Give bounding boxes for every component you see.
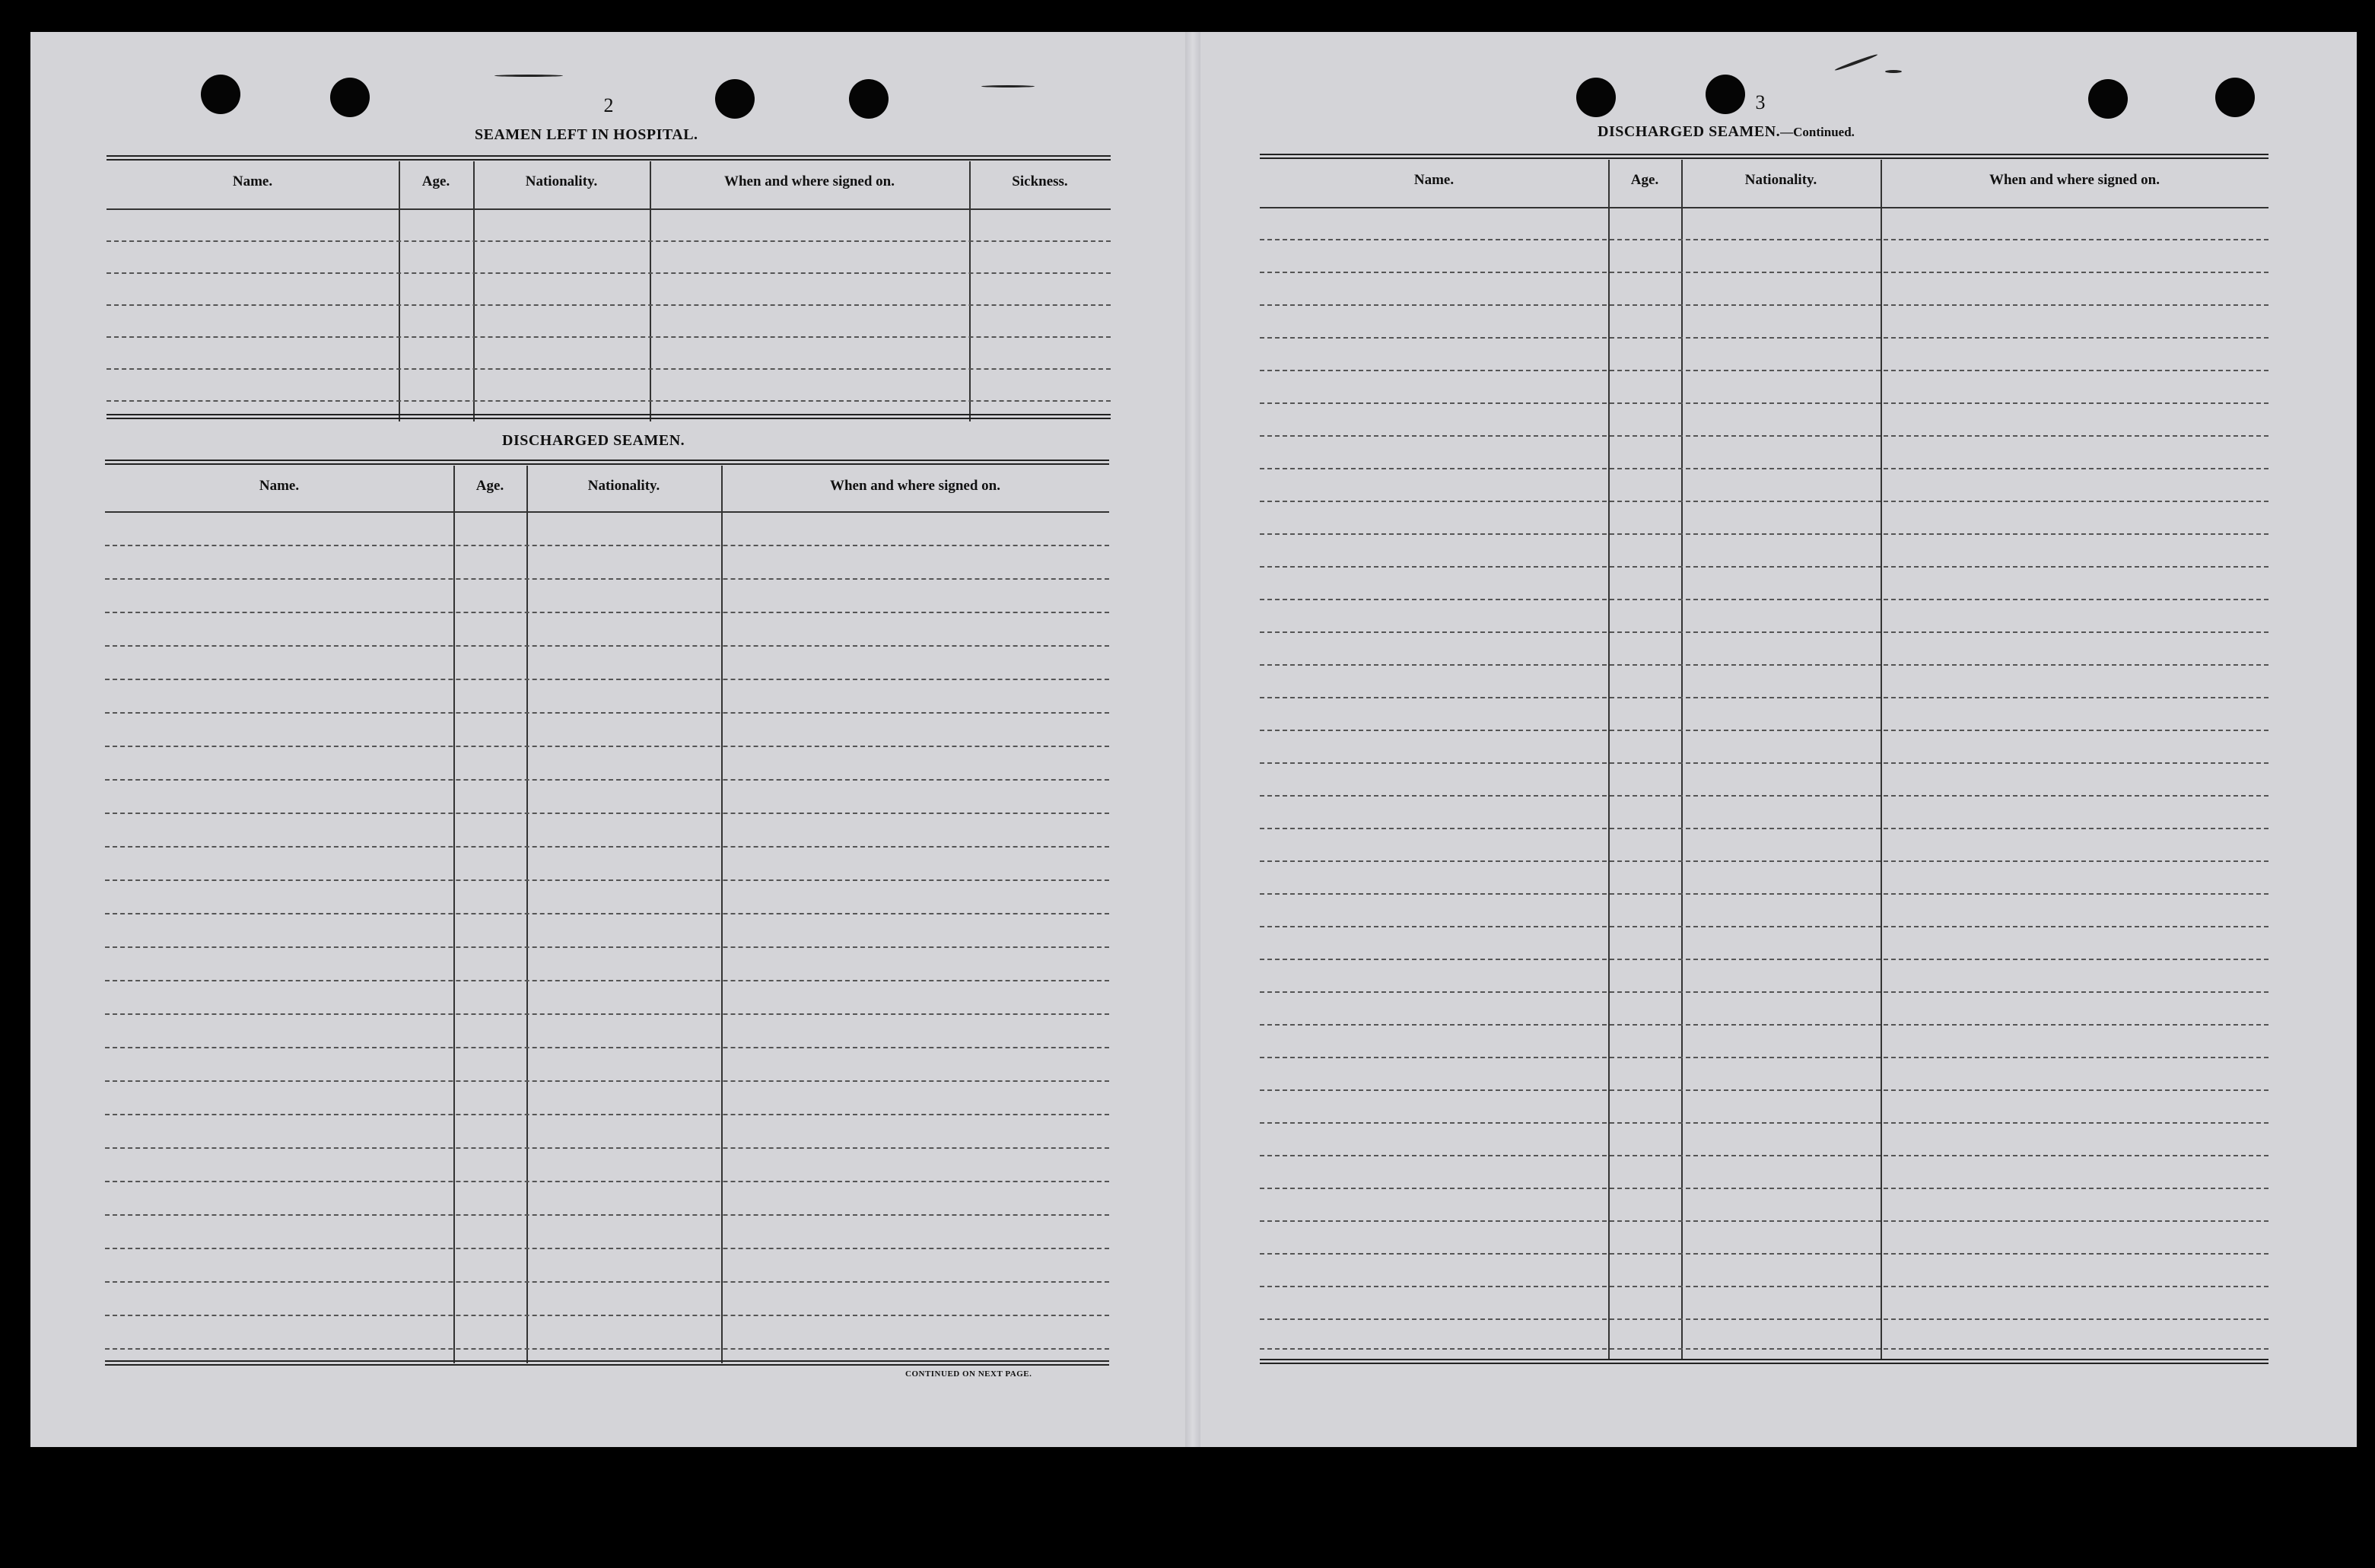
binder-hole: [2215, 78, 2255, 117]
binder-hole: [1576, 78, 1616, 117]
discharged-table-left: [105, 460, 1109, 1365]
hospital-table: [107, 155, 1111, 421]
column-header-age: Age.: [1630, 172, 1659, 188]
section-title-discharged: DISCHARGED SEAMEN.: [502, 432, 685, 449]
ink-mark: [1885, 70, 1902, 73]
column-header-signed-on: When and where signed on.: [1989, 172, 2160, 188]
column-header-age: Age.: [421, 173, 450, 189]
column-header-signed-on: When and where signed on.: [723, 173, 895, 189]
column-header-name: Name.: [259, 478, 300, 494]
binder-hole: [201, 75, 240, 114]
title-suffix: —Continued.: [1780, 125, 1855, 139]
ink-mark: [494, 75, 563, 77]
column-header-nationality: Nationality.: [1744, 172, 1817, 188]
column-header-name: Name.: [232, 173, 273, 189]
column-header-age: Age.: [475, 478, 504, 494]
page-gutter: [1185, 32, 1200, 1447]
column-header-sickness: Sickness.: [1012, 173, 1068, 189]
title-main: DISCHARGED SEAMEN.: [1598, 123, 1781, 140]
ink-mark: [981, 85, 1035, 87]
column-header-name: Name.: [1413, 172, 1455, 188]
page-number: 2: [603, 94, 614, 116]
section-title-discharged-continued: [1598, 123, 1855, 141]
discharged-table-right: [1260, 154, 2268, 1363]
binder-hole: [849, 79, 889, 119]
binder-hole: [2088, 79, 2128, 119]
page-number: 3: [1755, 91, 1766, 113]
section-title-hospital: SEAMEN LEFT IN HOSPITAL.: [475, 126, 698, 143]
column-header-signed-on: When and where signed on.: [829, 478, 1000, 494]
continued-footer: CONTINUED ON NEXT PAGE.: [905, 1369, 1032, 1379]
binder-hole: [715, 79, 755, 119]
column-header-nationality: Nationality.: [525, 173, 598, 189]
binder-hole: [330, 78, 370, 117]
column-header-nationality: Nationality.: [587, 478, 660, 494]
